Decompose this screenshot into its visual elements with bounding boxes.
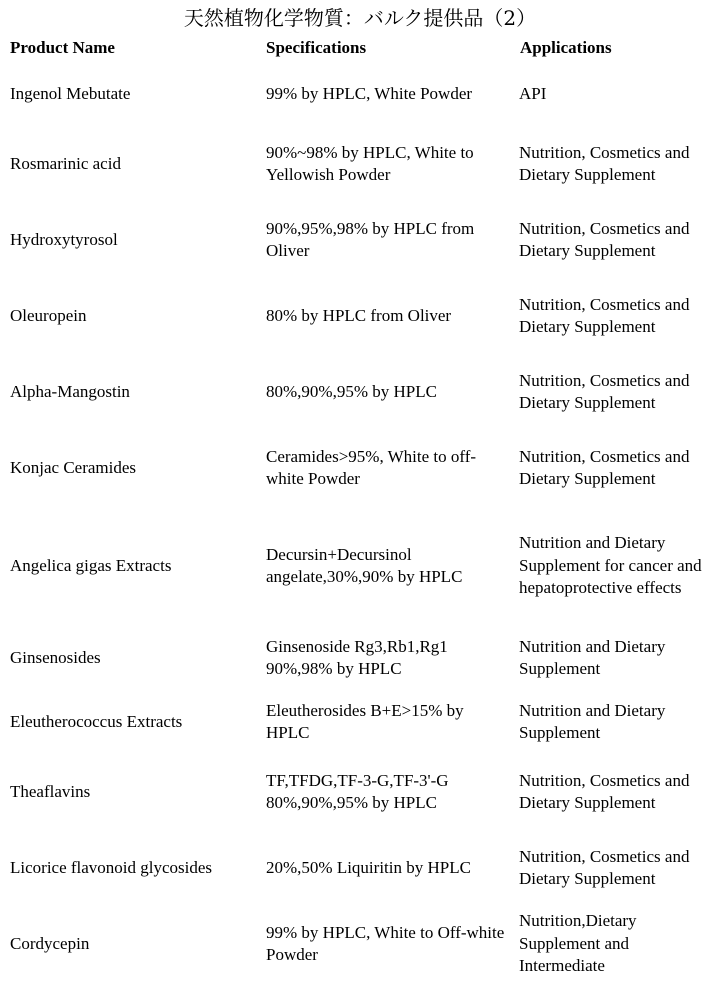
specifications-cell: 80% by HPLC from Oliver — [266, 305, 452, 325]
applications-cell: Nutrition, Cosmetics and Dietary Supplement — [519, 142, 690, 184]
column-header-applications: Applications — [520, 38, 612, 57]
specifications-cell: 80%,90%,95% by HPLC — [266, 381, 437, 401]
specifications-cell: 90%,95%,98% by HPLC from Oliver — [266, 218, 475, 260]
product-name-cell: Eleutherococcus Extracts — [10, 711, 183, 731]
product-name-cell: Licorice flavonoid glycosides — [10, 857, 213, 877]
product-name-cell: Angelica gigas Extracts — [10, 555, 172, 575]
table-row — [0, 62, 720, 126]
applications-cell: Nutrition and Dietary Supplement for cancer and hepatoprotective effects — [519, 533, 702, 598]
product-name-cell: Alpha-Mangostin — [10, 381, 130, 401]
product-name-cell: Oleuropein — [10, 305, 87, 325]
applications-cell: Nutrition, Cosmetics and Dietary Supplement — [519, 846, 690, 888]
table-row — [0, 202, 720, 278]
table-row — [0, 506, 720, 626]
product-name-cell: Konjac Ceramides — [10, 457, 137, 477]
product-name-cell: Ingenol Mebutate — [10, 83, 131, 103]
table-row — [0, 690, 720, 754]
column-header-specifications: Specifications — [266, 38, 367, 57]
column-header-product: Product Name — [10, 38, 115, 57]
table-row — [0, 278, 720, 354]
applications-cell: Nutrition, Cosmetics and Dietary Supplement — [519, 370, 690, 412]
applications-cell: Nutrition, Cosmetics and Dietary Supplement — [519, 770, 690, 812]
table-header-row — [0, 34, 720, 62]
table-row — [0, 830, 720, 906]
product-name-cell: Ginsenosides — [10, 647, 101, 667]
specifications-cell: Ceramides>95%, White to off-white Powder — [266, 446, 477, 488]
product-name-cell: Hydroxytyrosol — [10, 229, 118, 249]
product-table — [0, 34, 720, 982]
table-row — [0, 430, 720, 506]
specifications-cell: 90%~98% by HPLC, White to Yellowish Powder — [266, 142, 474, 184]
product-name-cell: Cordycepin — [10, 933, 90, 953]
specifications-cell: TF,TFDG,TF-3-G,TF-3'-G 80%,90%,95% by HPLC — [266, 770, 449, 812]
table-row — [0, 354, 720, 430]
applications-cell: Nutrition, Cosmetics and Dietary Supplement — [519, 218, 690, 260]
specifications-cell: 20%,50% Liquiritin by HPLC — [266, 857, 471, 877]
product-name-cell: Rosmarinic acid — [10, 153, 121, 173]
table-row — [0, 626, 720, 690]
specifications-cell: Eleutherosides B+E>15% by HPLC — [266, 700, 464, 742]
applications-cell: Nutrition, Cosmetics and Dietary Supplement — [519, 446, 690, 488]
applications-cell: Nutrition,Dietary Supplement and Intermediate — [519, 911, 637, 976]
page-title: 天然植物化学物質：バルク提供品（2） — [183, 6, 537, 30]
applications-cell: Nutrition and Dietary Supplement — [519, 636, 666, 678]
table-row — [0, 754, 720, 830]
applications-cell: API — [519, 83, 547, 103]
product-name-cell: Theaflavins — [10, 781, 91, 801]
specifications-cell: Ginsenoside Rg3,Rb1,Rg1 90%,98% by HPLC — [266, 636, 448, 678]
applications-cell: Nutrition, Cosmetics and Dietary Supplement — [519, 294, 690, 336]
specifications-cell: Decursin+Decursinol angelate,30%,90% by HPLC — [266, 544, 463, 586]
applications-cell: Nutrition and Dietary Supplement — [519, 700, 666, 742]
specifications-cell: 99% by HPLC, White to Off-white Powder — [266, 922, 505, 964]
table-row — [0, 126, 720, 202]
specifications-cell: 99% by HPLC, White Powder — [266, 83, 473, 103]
table-row — [0, 906, 720, 982]
